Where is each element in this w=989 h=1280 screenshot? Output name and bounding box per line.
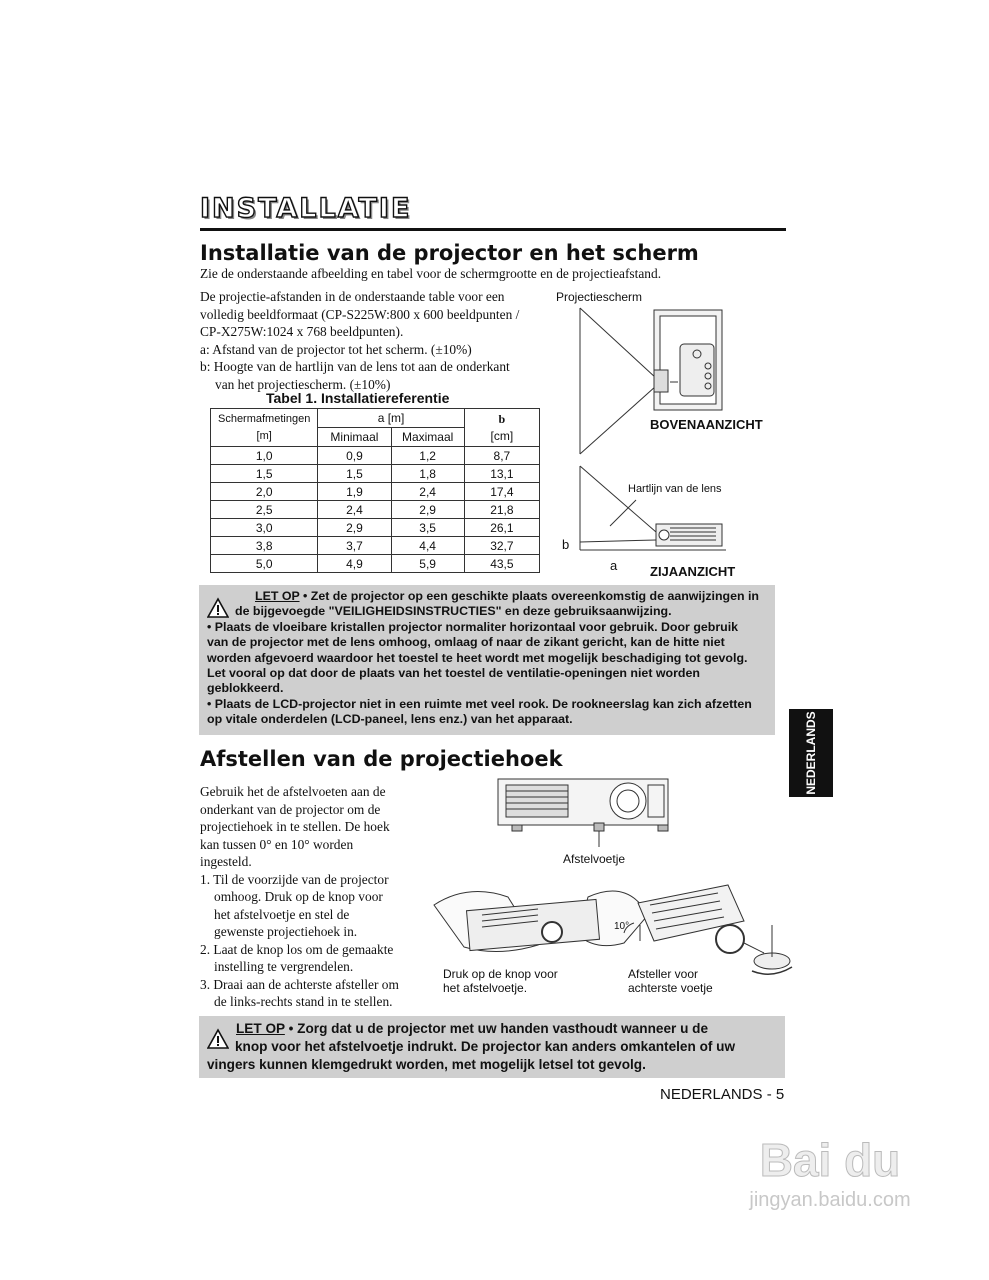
step-line: gewenste projectiehoek in. <box>214 924 358 939</box>
step-line: het afstelvoetje en stel de <box>214 906 350 922</box>
caution-line: op vitale onderdelen (LCD-paneel, lens enz.) van het apparaat. <box>207 712 573 727</box>
angle-label: 10° <box>614 921 630 932</box>
table-row <box>211 483 540 501</box>
table-header-max: Maximaal <box>391 428 464 447</box>
warning-triangle-icon <box>207 597 229 619</box>
warning-triangle-icon <box>207 1028 229 1050</box>
step-line: 2. Laat de knop los om de gemaakte <box>200 941 394 957</box>
table-header-min: Minimaal <box>318 428 391 447</box>
definition-a: a: Afstand van de projector tot het scherm. (±10%) <box>200 341 472 357</box>
section-heading-installation: Installatie van de projector en het scherm <box>200 241 699 265</box>
table-cell: 1,2 <box>391 447 464 465</box>
caution-first-lines <box>207 1020 785 1056</box>
table-cell: 2,4 <box>318 501 391 519</box>
definition-b-line: b: Hoogte van de hartlijn van de lens tot aan de onderkant <box>200 359 510 374</box>
foot-label: Afstelvoetje <box>563 852 626 866</box>
caution-line: • Zet de projector op een geschikte plaats overeenkomstig de aanwijzingen in <box>302 589 760 603</box>
paragraph-line: Gebruik het de afstelvoeten aan de <box>200 784 386 799</box>
header-line: [cm] <box>490 428 514 443</box>
table-header-screen-size <box>211 409 318 447</box>
page-title: INSTALLATIE <box>200 193 412 224</box>
caption-line: Afsteller voor <box>628 967 699 981</box>
caption-line: het afstelvoetje. <box>443 981 528 995</box>
rear-adjuster-caption <box>628 967 713 995</box>
table-row <box>211 465 540 483</box>
table-row <box>211 519 540 537</box>
table-cell: 3,5 <box>391 519 464 537</box>
label-b: b <box>562 537 570 552</box>
label-a: a <box>610 558 618 573</box>
installation-diagram <box>570 306 770 586</box>
baidu-watermark-logo: Bai du jingyan.baidu.com <box>749 1134 911 1211</box>
table-cell: 5,9 <box>391 555 464 573</box>
installation-reference-table <box>210 408 540 573</box>
side-tab-label: NEDERLANDS <box>804 711 818 795</box>
caution-tag: LET OP <box>255 589 300 603</box>
table-cell: 8,7 <box>464 447 539 465</box>
screen-label: Projectiescherm <box>556 290 643 304</box>
caption-line: Druk op de knop voor <box>443 967 558 981</box>
table-header-a: a [m] <box>318 409 464 428</box>
step-line: instelling te vergrendelen. <box>214 959 354 974</box>
table-row <box>211 537 540 555</box>
step-line: 1. Til de voorzijde van de projector <box>200 871 389 887</box>
paragraph-line: De projectie-afstanden in de onderstaande table voor een <box>200 289 505 304</box>
table-cell: 2,5 <box>211 501 318 519</box>
table-row <box>211 447 540 465</box>
table-cell: 2,0 <box>211 483 318 501</box>
caution-line: Let vooral op dat door de plaats van het toestel de ventilatie-openingen niet worden <box>207 666 700 681</box>
header-line: [m] <box>256 429 272 442</box>
table-cell: 4,4 <box>391 537 464 555</box>
paragraph-line: projectiehoek in te stellen. De hoek <box>200 819 390 834</box>
table-cell: 2,9 <box>391 501 464 519</box>
top-view-drawing <box>580 308 722 454</box>
caution-line: de bijgevoegde "VEILIGHEIDSINSTRUCTIES" en deze gebruiksaanwijzing. <box>235 604 672 619</box>
table-cell: 21,8 <box>464 501 539 519</box>
title-rule <box>200 228 786 231</box>
caution-line: van de projector met de lens omhoog, omlaag of naar de zikant gericht, kan de hitte niet <box>207 635 725 650</box>
caution-line: • Zorg dat u de projector met uw handen vasthoudt wanneer u de <box>288 1021 709 1036</box>
table-row <box>211 501 540 519</box>
step-line: omhoog. Druk op de knop voor <box>214 889 383 904</box>
section-heading-angle: Afstellen van de projectiehoek <box>200 747 563 771</box>
table-cell: 3,0 <box>211 519 318 537</box>
paragraph-line: kan tussen 0° en 10° worden <box>200 836 354 852</box>
side-view-drawing <box>570 466 726 550</box>
table-cell: 32,7 <box>464 537 539 555</box>
paragraph-line: ingesteld. <box>200 854 252 869</box>
step-line: 3. Draai aan de achterste afsteller om <box>200 976 399 992</box>
caution-tag: LET OP <box>236 1021 285 1036</box>
page-footer: NEDERLANDS - 5 <box>660 1086 785 1103</box>
table-cell: 43,5 <box>464 555 539 573</box>
table-cell: 3,8 <box>211 537 318 555</box>
top-view-label: BOVENAANZICHT <box>650 417 763 432</box>
lens-axis-label: Hartlijn van de lens <box>628 483 722 495</box>
table-cell: 1,5 <box>211 465 318 483</box>
paragraph-line: CP-X275W:1024 x 768 beeldpunten). <box>200 324 404 339</box>
side-view-label: ZIJAANZICHT <box>650 564 736 579</box>
table-cell: 2,4 <box>391 483 464 501</box>
projector-front-drawing <box>498 779 668 847</box>
step-line: de links-rechts stand in te stellen. <box>214 994 393 1009</box>
caution-box-handling <box>199 1016 785 1078</box>
table-caption: Tabel 1. Installatiereferentie <box>266 390 450 406</box>
caution-line: knop voor het afstelvoetje indrukt. De projector kan anders omkantelen of uw <box>235 1039 736 1054</box>
press-button-caption <box>443 967 558 995</box>
section-intro: Zie de onderstaande afbeelding en tabel voor de schermgrootte en de projectieafstand. <box>200 266 662 281</box>
caution-line: • Plaats de vloeibare kristallen projector normaliter horizontaal voor gebruik. Door gebruik <box>207 619 739 634</box>
table-cell: 2,9 <box>318 519 391 537</box>
table-row <box>211 555 540 573</box>
caution-first-lines <box>207 589 775 620</box>
paragraph-line: onderkant van de projector om de <box>200 801 381 817</box>
tilted-projector-drawing <box>624 885 792 974</box>
table-cell: 3,7 <box>318 537 391 555</box>
table-cell: 1,0 <box>211 447 318 465</box>
definition-b-line: van het projectiescherm. (±10%) <box>215 376 391 392</box>
caution-line: worden afgevoerd waardoor het toestel te heet wordt met mogelijk beschadiging tot gevolg. <box>207 650 748 665</box>
header-line: Schermafmetingen <box>217 412 311 425</box>
table-cell: 17,4 <box>464 483 539 501</box>
table-body <box>211 447 540 573</box>
caution-line: vingers kunnen klemgedrukt worden, met mogelijk letsel tot gevolg. <box>207 1057 646 1072</box>
paragraph-line: volledig beeldformaat (CP-S225W:800 x 600 beeldpunten / <box>200 306 520 322</box>
table-cell: 1,8 <box>391 465 464 483</box>
table-cell: 26,1 <box>464 519 539 537</box>
header-line: b <box>498 411 506 426</box>
caution-line: • Plaats de LCD-projector niet in een ruimte met veel rook. De rookneerslag kan zich afzetten <box>207 696 752 711</box>
projection-distance-paragraph <box>200 288 560 393</box>
caution-line: geblokkeerd. <box>207 681 284 696</box>
angle-adjust-text <box>200 783 430 1011</box>
table-cell: 0,9 <box>318 447 391 465</box>
caption-line: achterste voetje <box>628 981 713 995</box>
table-cell: 1,5 <box>318 465 391 483</box>
table-header-b <box>464 409 539 447</box>
table-cell: 1,9 <box>318 483 391 501</box>
caution-box-placement <box>199 585 775 735</box>
table-cell: 13,1 <box>464 465 539 483</box>
table-cell: 4,9 <box>318 555 391 573</box>
table-cell: 5,0 <box>211 555 318 573</box>
